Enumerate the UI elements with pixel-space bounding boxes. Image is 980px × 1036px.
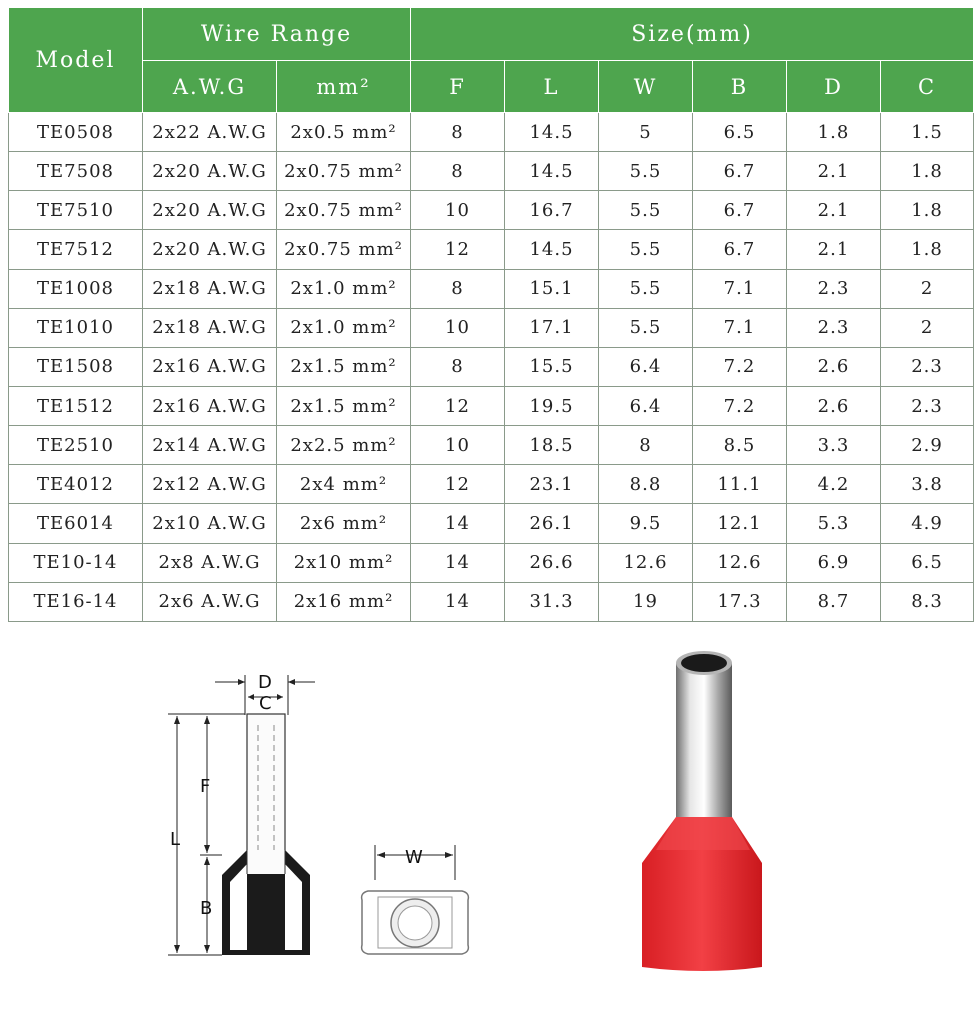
ferrule-product-image — [600, 645, 780, 975]
cell-f: 12 — [411, 386, 505, 425]
cell-l: 19.5 — [505, 386, 599, 425]
cell-awg: 2x20 A.W.G — [143, 230, 277, 269]
cell-awg: 2x16 A.W.G — [143, 347, 277, 386]
header-f: F — [411, 61, 505, 113]
header-w: W — [599, 61, 693, 113]
cell-mm2: 2x4 mm² — [277, 465, 411, 504]
cell-l: 26.1 — [505, 504, 599, 543]
cell-l: 15.5 — [505, 347, 599, 386]
cell-mm2: 2x1.0 mm² — [277, 308, 411, 347]
cell-awg: 2x18 A.W.G — [143, 308, 277, 347]
cell-w: 8.8 — [599, 465, 693, 504]
cell-c: 2 — [881, 308, 974, 347]
header-c: C — [881, 61, 974, 113]
cell-awg: 2x12 A.W.G — [143, 465, 277, 504]
cell-c: 4.9 — [881, 504, 974, 543]
cell-mm2: 2x0.75 mm² — [277, 230, 411, 269]
table-row — [9, 426, 974, 465]
cell-awg: 2x20 A.W.G — [143, 152, 277, 191]
cell-w: 9.5 — [599, 504, 693, 543]
cell-awg: 2x16 A.W.G — [143, 386, 277, 425]
label-b: B — [200, 898, 213, 919]
cell-d: 2.3 — [787, 269, 881, 308]
cell-f: 14 — [411, 543, 505, 582]
cell-b: 6.7 — [693, 152, 787, 191]
cell-model: TE6014 — [9, 504, 143, 543]
cell-awg: 2x20 A.W.G — [143, 191, 277, 230]
cell-f: 10 — [411, 308, 505, 347]
header-b: B — [693, 61, 787, 113]
cell-model: TE1008 — [9, 269, 143, 308]
cell-f: 8 — [411, 269, 505, 308]
cell-f: 14 — [411, 504, 505, 543]
cell-awg: 2x22 A.W.G — [143, 113, 277, 152]
cell-w: 8 — [599, 426, 693, 465]
cell-awg: 2x14 A.W.G — [143, 426, 277, 465]
label-f: F — [200, 776, 211, 797]
cell-d: 8.7 — [787, 582, 881, 621]
table-row — [9, 269, 974, 308]
cell-w: 6.4 — [599, 386, 693, 425]
cell-d: 6.9 — [787, 543, 881, 582]
cell-c: 2.3 — [881, 347, 974, 386]
cell-b: 6.7 — [693, 230, 787, 269]
cell-model: TE7508 — [9, 152, 143, 191]
cell-w: 5.5 — [599, 269, 693, 308]
table-row — [9, 152, 974, 191]
cell-mm2: 2x10 mm² — [277, 543, 411, 582]
ferrule-width-diagram — [350, 835, 480, 970]
table-row — [9, 308, 974, 347]
cell-l: 14.5 — [505, 230, 599, 269]
cell-mm2: 2x0.5 mm² — [277, 113, 411, 152]
table-row — [9, 386, 974, 425]
table-row — [9, 191, 974, 230]
cell-d: 4.2 — [787, 465, 881, 504]
cell-d: 2.6 — [787, 347, 881, 386]
cell-b: 7.1 — [693, 269, 787, 308]
cell-b: 6.7 — [693, 191, 787, 230]
table-row — [9, 504, 974, 543]
cell-b: 11.1 — [693, 465, 787, 504]
cell-mm2: 2x0.75 mm² — [277, 191, 411, 230]
cell-d: 2.1 — [787, 230, 881, 269]
cell-b: 12.6 — [693, 543, 787, 582]
cell-mm2: 2x1.5 mm² — [277, 386, 411, 425]
cell-w: 19 — [599, 582, 693, 621]
cell-d: 2.1 — [787, 191, 881, 230]
cell-awg: 2x6 A.W.G — [143, 582, 277, 621]
table-row — [9, 113, 974, 152]
cell-l: 16.7 — [505, 191, 599, 230]
cell-c: 1.5 — [881, 113, 974, 152]
cell-w: 6.4 — [599, 347, 693, 386]
cell-d: 1.8 — [787, 113, 881, 152]
cell-awg: 2x10 A.W.G — [143, 504, 277, 543]
table-row — [9, 230, 974, 269]
cell-w: 5 — [599, 113, 693, 152]
cell-model: TE1508 — [9, 347, 143, 386]
table-row — [9, 465, 974, 504]
spec-table — [8, 7, 974, 622]
cell-mm2: 2x0.75 mm² — [277, 152, 411, 191]
cell-l: 15.1 — [505, 269, 599, 308]
cell-mm2: 2x2.5 mm² — [277, 426, 411, 465]
cell-c: 2 — [881, 269, 974, 308]
cell-model: TE16-14 — [9, 582, 143, 621]
cell-model: TE2510 — [9, 426, 143, 465]
cell-w: 5.5 — [599, 191, 693, 230]
cell-model: TE7510 — [9, 191, 143, 230]
cell-l: 31.3 — [505, 582, 599, 621]
cell-f: 8 — [411, 347, 505, 386]
label-c: C — [259, 693, 272, 714]
label-d: D — [258, 672, 272, 693]
cell-b: 12.1 — [693, 504, 787, 543]
cell-awg: 2x18 A.W.G — [143, 269, 277, 308]
cell-c: 2.9 — [881, 426, 974, 465]
header-wire-range: Wire Range — [143, 8, 411, 61]
cell-b: 17.3 — [693, 582, 787, 621]
cell-model: TE4012 — [9, 465, 143, 504]
header-mm2: mm² — [277, 61, 411, 113]
cell-model: TE10-14 — [9, 543, 143, 582]
cell-b: 7.1 — [693, 308, 787, 347]
cell-c: 2.3 — [881, 386, 974, 425]
header-awg: A.W.G — [143, 61, 277, 113]
cell-model: TE7512 — [9, 230, 143, 269]
cell-mm2: 2x1.0 mm² — [277, 269, 411, 308]
header-d: D — [787, 61, 881, 113]
cell-w: 5.5 — [599, 152, 693, 191]
cell-c: 1.8 — [881, 230, 974, 269]
table-row — [9, 543, 974, 582]
header-size: Size(mm) — [411, 8, 974, 61]
cell-b: 7.2 — [693, 347, 787, 386]
cell-f: 12 — [411, 465, 505, 504]
label-w: W — [405, 847, 423, 868]
cell-b: 8.5 — [693, 426, 787, 465]
cell-mm2: 2x6 mm² — [277, 504, 411, 543]
cell-d: 2.3 — [787, 308, 881, 347]
label-l: L — [170, 829, 181, 850]
cell-l: 26.6 — [505, 543, 599, 582]
cell-awg: 2x8 A.W.G — [143, 543, 277, 582]
cell-f: 10 — [411, 191, 505, 230]
cell-c: 1.8 — [881, 191, 974, 230]
cell-model: TE1512 — [9, 386, 143, 425]
cell-f: 8 — [411, 152, 505, 191]
cell-w: 5.5 — [599, 230, 693, 269]
cell-d: 3.3 — [787, 426, 881, 465]
cell-c: 3.8 — [881, 465, 974, 504]
cell-f: 10 — [411, 426, 505, 465]
table-row — [9, 582, 974, 621]
cell-b: 7.2 — [693, 386, 787, 425]
cell-model: TE1010 — [9, 308, 143, 347]
cell-c: 6.5 — [881, 543, 974, 582]
cell-w: 12.6 — [599, 543, 693, 582]
cell-mm2: 2x1.5 mm² — [277, 347, 411, 386]
cell-c: 1.8 — [881, 152, 974, 191]
table-row — [9, 347, 974, 386]
cell-d: 2.1 — [787, 152, 881, 191]
cell-f: 8 — [411, 113, 505, 152]
cell-f: 14 — [411, 582, 505, 621]
cell-mm2: 2x16 mm² — [277, 582, 411, 621]
cell-c: 8.3 — [881, 582, 974, 621]
cell-l: 18.5 — [505, 426, 599, 465]
cell-l: 14.5 — [505, 113, 599, 152]
cell-l: 17.1 — [505, 308, 599, 347]
cell-f: 12 — [411, 230, 505, 269]
cell-l: 14.5 — [505, 152, 599, 191]
cell-d: 5.3 — [787, 504, 881, 543]
cell-w: 5.5 — [599, 308, 693, 347]
table-body — [9, 113, 974, 622]
cell-d: 2.6 — [787, 386, 881, 425]
cell-b: 6.5 — [693, 113, 787, 152]
cell-l: 23.1 — [505, 465, 599, 504]
cell-model: TE0508 — [9, 113, 143, 152]
header-l: L — [505, 61, 599, 113]
header-model: Model — [9, 8, 143, 113]
